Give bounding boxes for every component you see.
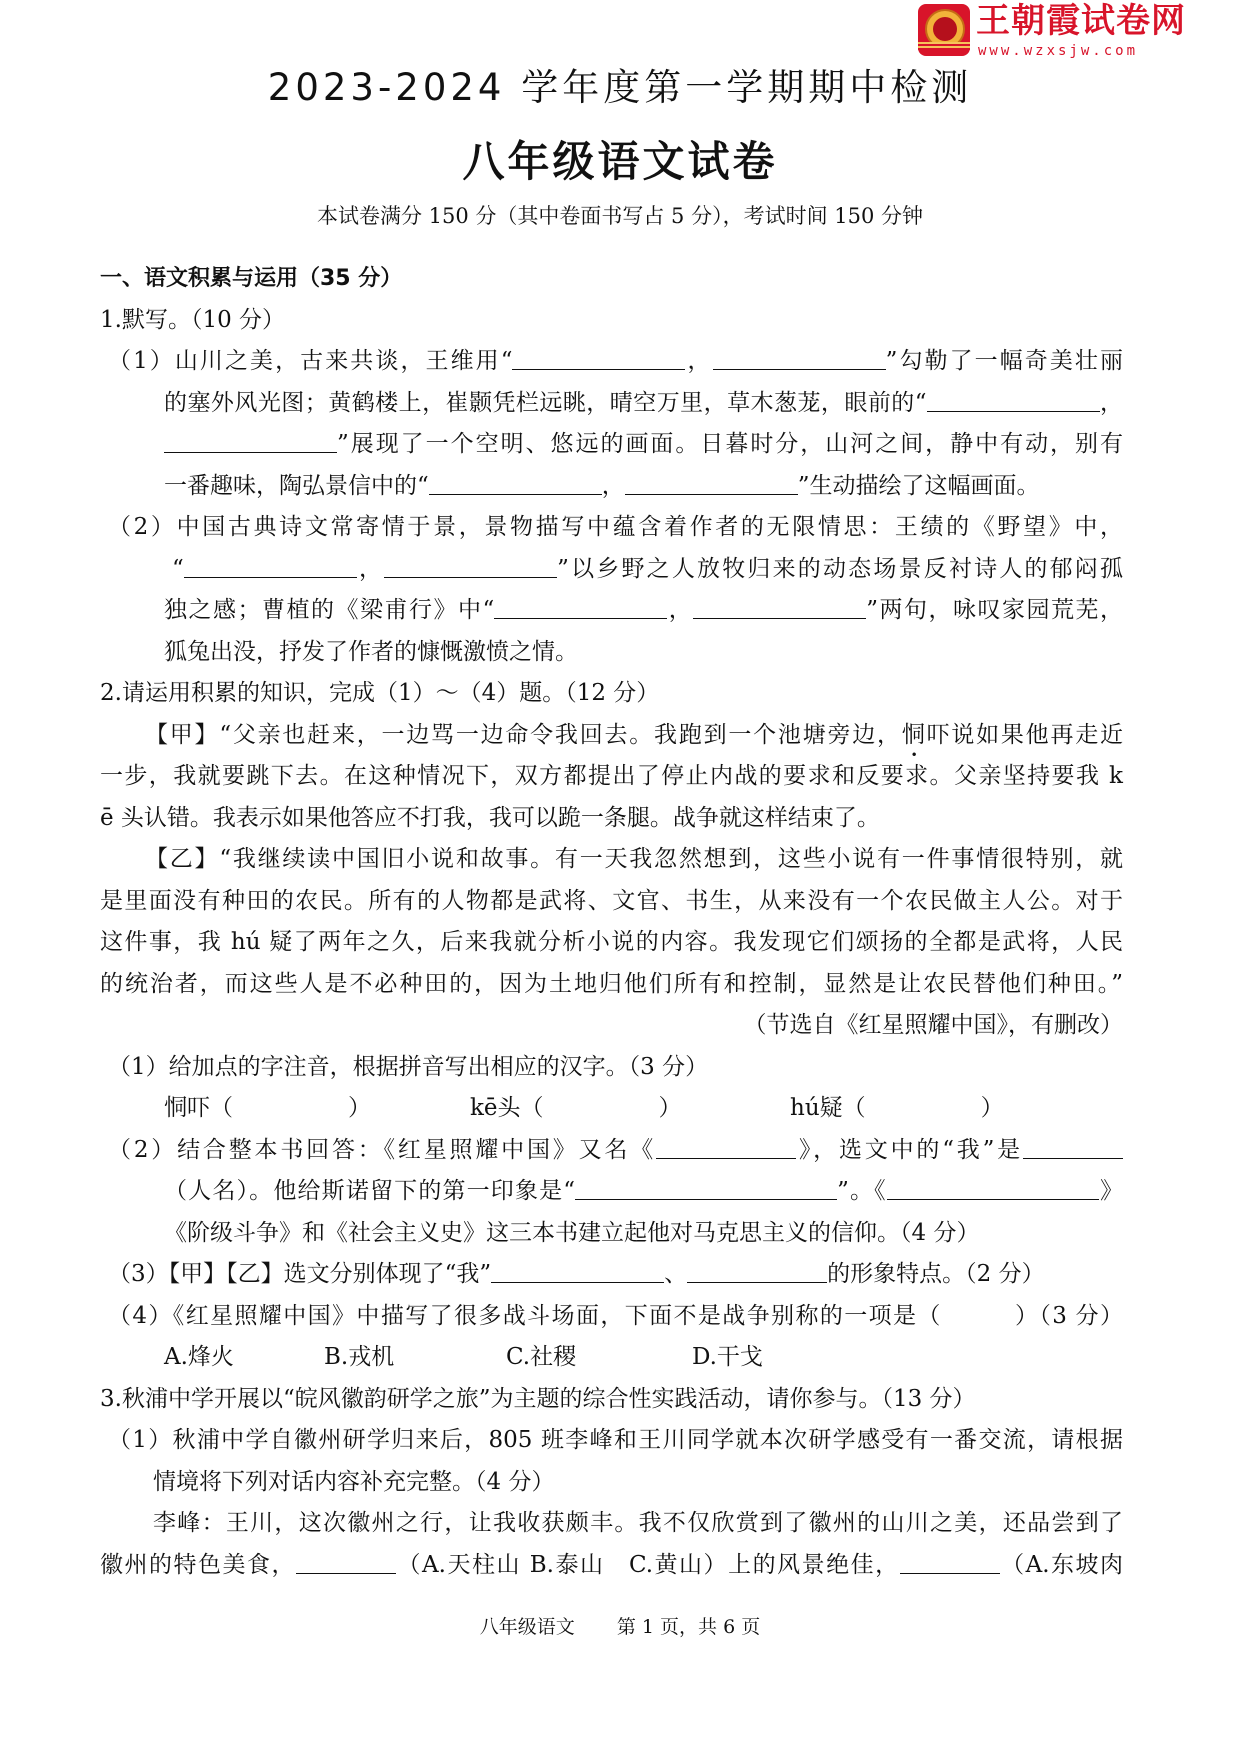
text-segment: 一番趣味，陶弘景信中的“ [164,472,429,499]
text-segment: C.社稷 [506,1344,577,1370]
answer-blank[interactable] [494,592,667,619]
text-segment: ， [667,597,694,623]
answer-blank[interactable] [1023,1132,1123,1159]
text-segment: 的统治者，而这些人是不必种田的，因为土地归他们所有和控制，显然是让农民替他们种田。” [100,970,1123,997]
text-line [0,1545,1123,1587]
text-line [0,839,1123,881]
text-segment: ， [685,348,713,374]
answer-blank[interactable] [184,551,357,578]
text-line [0,1379,1240,1421]
text-segment: ”生动描绘了这幅画面。 [797,472,1040,499]
text-segment: 徽州的特色美食， [100,1551,297,1578]
text-line [0,1005,1240,1047]
text-line [0,300,1240,342]
text-line [0,1213,1240,1255]
text-segment: （节选自《红星照耀中国》，有删改） [743,1012,1123,1038]
exam-subtitle: 八年级语文试卷 [462,137,778,186]
answer-blank[interactable] [575,1173,837,1200]
answer-blank[interactable] [512,343,685,370]
text-segment: D.干戈 [692,1344,763,1370]
text-segment: “ [172,555,184,582]
text-segment: 【甲】“父亲也赶来，一边骂一边命令我回去。我跑到一个池塘旁边， [145,721,902,748]
answer-blank[interactable] [491,1256,664,1283]
text-segment: ”展现了一个空明、悠远的画面。日暮时分，山河之间，静中有动，别有 [337,431,1123,457]
page-footer [0,1612,1240,1639]
logo-badge-icon [918,4,970,56]
answer-blank[interactable] [656,1132,796,1159]
answer-blank[interactable] [927,385,1100,412]
text-line [0,383,1123,425]
answer-blank[interactable] [384,551,557,578]
text-segment: 《阶级斗争》和《社会主义史》这三本书建立起他对马克思主义的信仰。（4 分） [164,1219,980,1246]
text-segment: （1）秋浦中学自徽州研学归来后，805 班李峰和王川同学就本次研学感受有一番交流，请根据 [108,1427,1123,1453]
text-line [0,964,1123,1006]
text-segment: 》 [1098,1178,1124,1204]
text-segment: 一步，我就要跳下去。在这种情况下，双方都提出了停止内战的要求和反要求。父亲坚持要我 k [100,763,1123,789]
text-segment: hú疑（ ） [790,1095,1004,1121]
text-segment: （4）《红星照耀中国》中描写了很多战斗场面，下面不是战争别称的一项是（ ）（3 分） [108,1302,1123,1329]
dotted-char: 恫 [901,721,927,748]
text-line [0,1254,1240,1296]
text-segment: （2）结合整本书回答：《红星照耀中国》又名《 [108,1136,657,1163]
text-line [0,673,1240,715]
text-segment: 一、语文积累与运用（35 分） [100,266,403,291]
text-line [0,715,1123,757]
text-line [0,922,1123,964]
text-segment: ē 头认错。我表示如果他答应不打我，我可以跪一条腿。战争就这样结束了。 [100,804,880,831]
text-segment: kē头（ ） [470,1095,682,1121]
logo-url: www.wzxsjw.com [978,43,1139,59]
text-segment: B.戎机 [324,1344,395,1370]
footer-subject: 八年级语文 [479,1616,575,1638]
text-segment: 2.请运用积累的知识，完成（1）～（4）题。（12 分） [100,680,660,706]
text-segment: 【乙】“我继续读中国旧小说和故事。有一天我忽然想到，这些小说有一件事情很特别，就 [145,846,1123,872]
answer-blank[interactable] [429,468,602,495]
text-segment: （3）【甲】【乙】选文分别体现了“我” [108,1261,492,1287]
text-line [0,756,1123,798]
text-line [0,881,1123,923]
footer-page: 第 1 页，共 6 页 [616,1616,761,1638]
text-segment: 1.默写。（10 分） [100,306,286,333]
answer-blank[interactable] [887,1173,1099,1200]
text-segment: ”两句，咏叹家园荒芜， [866,597,1123,623]
text-line [0,632,1240,674]
text-segment: （1）山川之美，古来共谈，王维用“ [108,348,513,374]
text-line [0,1337,1240,1379]
text-line [0,1420,1123,1462]
text-segment: ”。《 [837,1178,887,1204]
answer-blank[interactable] [693,592,866,619]
text-line [0,590,1123,632]
exam-note: 本试卷满分 150 分（其中卷面书写占 5 分），考试时间 150 分钟 [316,204,924,228]
text-line [0,798,1240,840]
answer-blank[interactable] [900,1547,1000,1574]
text-line [0,1130,1123,1172]
text-segment: 3.秋浦中学开展以“皖风徽韵研学之旅”为主题的综合性实践活动，请你参与。（13 分） [100,1385,976,1412]
text-line [0,1088,1240,1130]
exam-title: 2023-2024 学年度第一学期期中检测 [267,66,973,109]
text-segment: ”以乡野之人放牧归来的动态场景反衬诗人的郁闷孤 [557,555,1123,582]
text-segment: 的塞外风光图；黄鹤楼上，崔颢凭栏远眺，晴空万里，草木葱茏，眼前的“ [164,389,927,416]
text-segment: ”勾勒了一幅奇美壮丽 [885,348,1123,374]
answer-blank[interactable] [296,1547,396,1574]
text-line [0,1462,1240,1504]
text-segment: ， [1099,389,1123,416]
answer-blank[interactable] [625,468,798,495]
text-segment: 恫吓（ ） [164,1095,371,1121]
exam-content [0,258,1240,1586]
text-segment: （A.东坡肉 [999,1551,1124,1578]
text-segment: 》，选文中的“我”是 [796,1136,1023,1163]
text-line [0,549,1123,591]
text-line [0,507,1123,549]
text-segment: 、 [664,1261,688,1287]
site-logo [918,2,1218,62]
text-segment: 这件事，我 hú 疑了两年之久，后来我就分析小说的内容。我发现它们颂扬的全都是武将，人民 [100,929,1123,955]
text-segment: 吓说如果他再走近 [926,721,1124,748]
text-line [0,1171,1123,1213]
text-segment: 李峰：王川，这次徽州之行，让我收获颇丰。我不仅欣赏到了徽州的山川之美，还品尝到了 [153,1510,1123,1536]
text-segment: 的形象特点。（2 分） [827,1261,1045,1287]
text-line [0,1503,1123,1545]
text-segment: A.烽火 [164,1344,234,1370]
text-segment: （2）中国古典诗文常寄情于景，景物描写中蕴含着作者的无限情思：王绩的《野望》中， [108,514,1123,540]
text-segment: （A.天柱山 B.泰山 C.黄山）上的风景绝佳， [396,1551,900,1578]
text-segment: ， [601,472,625,499]
text-line [0,424,1123,466]
text-line [0,1296,1123,1338]
text-line [0,341,1123,383]
text-segment: 是里面没有种田的农民。所有的人物都是武将、文官、书生，从来没有一个农民做主人公。对于 [100,887,1123,914]
text-segment: ， [356,555,385,582]
answer-blank[interactable] [687,1256,827,1283]
section-heading [0,258,1240,300]
text-segment: （1）给加点的字注音，根据拼音写出相应的汉字。（3 分） [108,1053,709,1080]
text-segment: （人名）。他给斯诺留下的第一印象是“ [164,1178,576,1204]
answer-blank[interactable] [164,426,337,453]
text-line [0,1047,1240,1089]
text-line [0,466,1240,508]
text-segment: 独之感；曹植的《梁甫行》中“ [164,597,495,623]
answer-blank[interactable] [713,343,886,370]
text-segment: 狐兔出没，抒发了作者的慷慨激愤之情。 [164,638,578,665]
text-segment: 情境将下列对话内容补充完整。（4 分） [153,1468,555,1495]
logo-name: 王朝霞试卷网 [976,1,1186,41]
